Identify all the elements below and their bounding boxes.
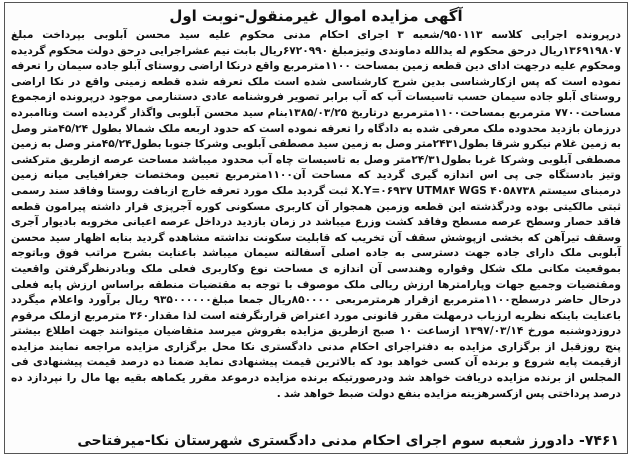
auction-notice — [4, 2, 628, 454]
notice-footer-signature: ۷۴۶۱- دادورز شعبه سوم اجرای احکام مدنی دادگستری شهرستان نکا-میرفتاحی — [77, 433, 619, 449]
notice-body: درپرونده اجرایی کلاسه ۹۵۰۱۱۳/شعبه ۳ اجرای احکام مدنی محکوم علیه سید محسن آبلوبی بپرداخت مبلغ ۱۳۶۹۱۹۸۰۷ریال درحق محکوم له یدالله دماوندی وتیزمبلغ ۶۷۲۰۹۹۰ریال بابت نیم عشراجرایی درحق دولت محکوم گردیده ومحکوم علیه درجهت ادای دین قطعه زمین بمساحت ۱۱۰۰مترمربع واقع درنکا اراضی روستای آبلو جاده سیمان را تعرفه نموده است که پس ازکارشناسی بدین شرح کارشناسی شده است ملک تعرفه شده قطعه زمینی واقع در نکا اراضی روستای آبلو جاده سیمان حسب تاسیسات آب که آب برابر تصویر فروشنامه عادی دستنارمی موجود درپرونده ازمجموع مساحت۷۷۰۰ مترمربع بمساحت۱۱۰۰مترمربع درتاریخ ۱۳۸۵/۰۳/۲۵بنام سید محسن آبلوبی واگذار گردیده است وناامبرده درزمان بازدید محدوده ملک معرفی شده به دادگاه را تعرفه نموده است که حدود اربعه ملک شمالا بطول ۴۵/۲۴متر وصل به زمین غلام نیکرو شرقا بطول۲۴۳۱متر وصل به زمین سید مصطفی آبلوبی وشرکا جنوبا بطول۴۵/۲۴متر وصل به زمین مصطفی آبلوبی وشرکا غربا بطول۲۴/۳۱متر وصل به تاسیسات چاه آب محدود میباشد مساحت عرصه ازطریق مترکشی وتیز بادستگاه جی پی اس اندازه گیری گردید که مساحت آن۱۱۰۰مترمربع تعیین ومختصات جغرافیایی میانه زمین درمبنای سیستم X.Y=۰۶۹۳۷ UTM۸۴ WGS ۴۰۵۸۷۳۸ ثبت گردید ملک مورد تعرفه خارج ازبافت روستا وفاقد سند رسمی ثبتی مالکیتی بوده ودرگذشته این قطعه وزمین همجوار آن کاربری مسکونی کوره آجرپزی قرار داشته پیرامون قطعه فاقد حصار وسطح عرصه مسطح وفاقد کشت وزرع میباشد در زمان بازدید درداخل عرصه اعیانی مخروبه بادیوار آجری وسقف تیرآهن که بخشی ازپوشش سقف آن تخریب که قابلیت سکونت نداشته مشاهده گردید بنابه اظهار سید محسن آبلوبی ملک دارای جاده جهت دسترسی به جاده اصلی آسفالته سیمان میباشد باعنایت بشرح مراتب فوق وباتوجه بموقعیت مکانی ملک شکل وقواره وهندسی آن اندازه ی مساحت نوع وکاربری فعلی ملک وبادرنظرگرفتن واقعیت ومقتضیات وجمیع جهات وپارامترها ارزش ریالی ملک موصوف با توجه به مقتضیات منطقه براساس ارزش پایه فعلی درحال حاضر درسطح۱۱۰۰مترمربع ازقرار هرمترمربعی ۸۵۰۰۰۰ریال جمعا مبلغ۹۳۵۰۰۰۰۰۰ ریال برآورد واعلام میگردد باعنایت باینکه نظریه ارزیاب درمهلت مقرر قانونی مورد اعتراض قرارنگرفته است لذا مقدار۳۶۰ مترمربع ازملک مرقوم دروزدوشنبه مورخ ۱۳۹۷/۰۳/۱۴ ازساعت ۱۰ صبح ازطریق مزایده بفروش میرسد متقاضیان میتوانند جهت اطلاع بیشتر پنج روزقبل از برگزاری مزایده به دفتراجرای احکام مدنی دادگستری نکا محل برگزاری مزایده مراجعه نمایند مزایده ازقیمت پایه شروع و برنده آن کسی خواهد بود که بالاترین قیمت پیشنهادی نماید ضمنا ده درصد قیمت پیشنهادی فی المجلس از برنده مزایده دریافت خواهد شد ودرصورتیکه برنده مزایده درموعد مقرر یکماهه بقیه بها مال را نپردازد ده درصد پرداختی پس ازکسرهزینه مزایده بنفع دولت ضبط خواهد شد . — [11, 29, 622, 400]
notice-title: آگهی مزایده اموال غیرمنقول-نوبت اول — [169, 7, 463, 25]
